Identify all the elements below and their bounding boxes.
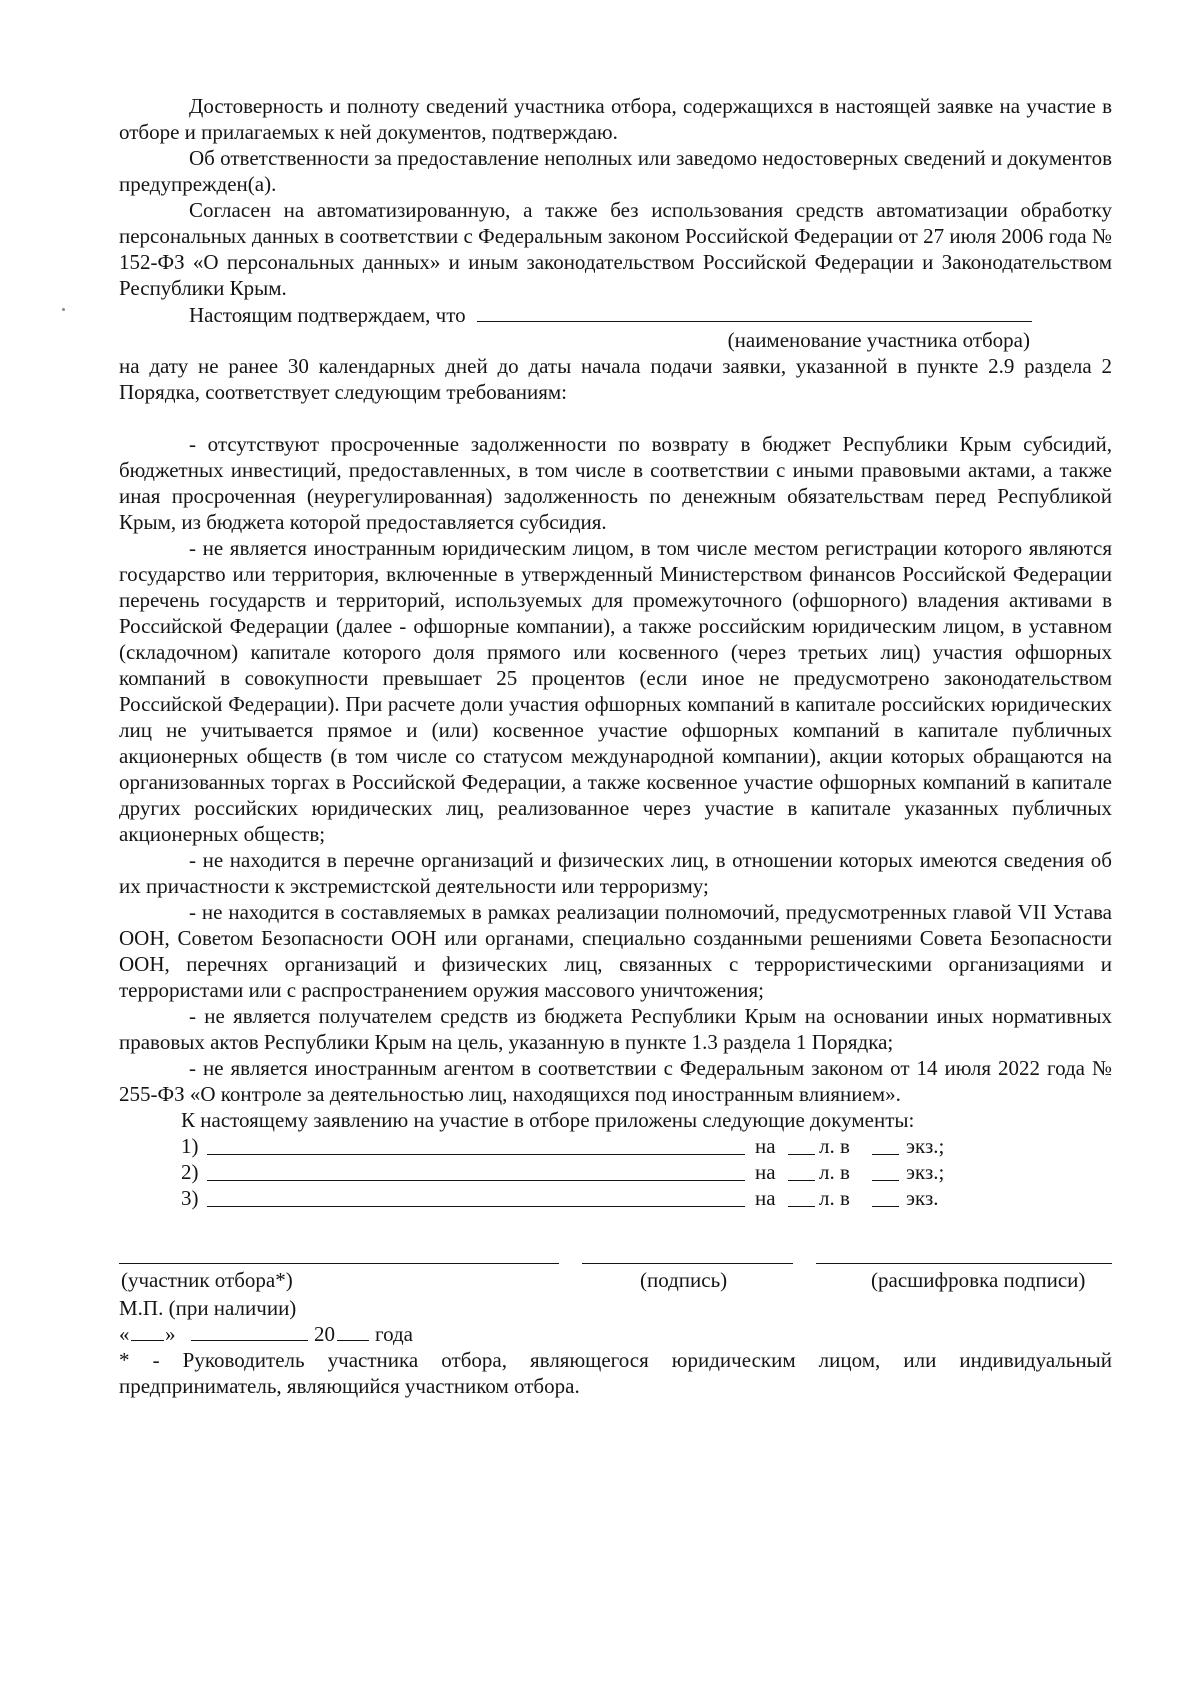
attachment-number: 1) [181,1134,199,1158]
date-row [119,1321,1112,1347]
requirement-item: - не является получателем средств из бюджета Республики Крым на основании иных нормативных правовых актов Республики Крым на цель, указанную в пункте 1.3 раздела 1 Порядка; [119,1004,1112,1054]
attachment-name-field[interactable] [207,1161,745,1181]
year-field[interactable] [337,1321,369,1341]
signature-decode-label: (расшифровка подписи) [871,1268,1086,1292]
signature-labels [119,1267,1112,1295]
requirement-item: - не является иностранным агентом в соответствии с Федеральным законом от 14 июля 2022 года № 255-ФЗ «О контроле за деятельностью лиц, находящихся под иностранным влиянием». [119,1056,1112,1106]
signature-label: (подпись) [640,1268,728,1292]
paragraph-responsibility: Об ответственности за предоставление неполных или заведомо недостоверных сведений и документов предупрежден(а). [119,146,1112,196]
stamp-row [119,1295,1112,1321]
attachment-name-field[interactable] [207,1187,745,1207]
attachment-row [119,1133,1112,1159]
signature-lines [119,1237,1112,1267]
attachment-sheets-field[interactable] [788,1161,815,1181]
attachment-number: 3) [181,1186,199,1210]
confirm-row [119,301,1112,327]
date-quote-close: » [165,1322,176,1346]
attachment-number: 2) [181,1160,199,1184]
paragraph-reliability: Достоверность и полноту сведений участника отбора, содержащихся в настоящей заявке на участие в отборе и прилагаемых к ней документов, подтверждаю. [119,94,1112,144]
participant-label: (участник отбора*) [121,1268,293,1292]
year-prefix: 20 [314,1322,335,1346]
day-field[interactable] [131,1321,164,1341]
requirement-item: - не является иностранным юридическим лицом, в том числе местом регистрации которого являются государство или территория, включенные в утвержденный Министерством финансов Российской Федерации перечень государств и территорий, используемых для промежуточного (офшорного) владения активами в Российской Федерации (далее - офшорные компании), а также российским юридическим лицом, в уставном (складочном) капитале которого доля прямого или косвенного (через третьих лиц) участия офшорных компаний в совокупности превышает 25 процентов (если иное не предусмотрено законодательством Российской Федерации). При расчете доли участия офшорных компаний в капитале российских юридических лиц не учитывается прямое и (или) косвенное участие офшорных компаний в капитале публичных акционерных обществ (в том числе со статусом международной компании), акции которых обращаются на организованных торгах в Российской Федерации, а также косвенное участие офшорных компаний в капитале других российских юридических лиц, реализованное через участие в капитале указанных публичных акционерных обществ; [119,536,1112,846]
attachment-copies-field[interactable] [872,1135,899,1155]
attachment-copies-field[interactable] [872,1187,899,1207]
date-quote-open: « [119,1322,130,1346]
month-field[interactable] [191,1321,308,1341]
confirm-lead: Настоящим подтверждаем, что [189,303,466,327]
participant-name-caption: (наименование участника отбора) [727,328,1030,352]
participant-signature-line[interactable] [119,1263,559,1264]
paragraph-personal-data-consent: Согласен на автоматизированную, а также без использования средств автоматизации обработку персональных данных в соответствии с Федеральным законом Российской Федерации от 27 июля 2006 года № 152-ФЗ «О персональных данных» и иным законодательством Российской Федерации и Законодательством Республики Крым. [119,198,1112,300]
signature-decode-line[interactable] [816,1263,1112,1264]
requirement-item: - не находится в перечне организаций и физических лиц, в отношении которых имеются сведения об их причастности к экстремистской деятельности или терроризму; [119,848,1112,898]
attachment-on-label: на [755,1160,776,1184]
attachment-sheets-label: л. в [819,1160,850,1184]
participant-name-line[interactable] [477,301,1032,322]
attachment-on-label: на [755,1134,776,1158]
requirement-item: - отсутствуют просроченные задолженности по возврату в бюджет Республики Крым субсидий, бюджетных инвестиций, предоставленных, в том числе в соответствии с иными правовыми актами, а также иная просроченная (неурегулированная) задолженность по денежным обязательствам перед Республикой Крым, из бюджета которой предоставляется субсидия. [119,432,1112,534]
confirm-continuation: на дату не ранее 30 календарных дней до даты начала подачи заявки, указанной в пункте 2.9 раздела 2 Порядка, соответствует следующим требованиям: [119,354,1112,404]
signature-line[interactable] [582,1263,793,1264]
attachment-sheets-field[interactable] [788,1135,815,1155]
scan-speck [62,308,65,311]
attachments-intro: К настоящему заявлению на участие в отборе приложены следующие документы: [181,1108,915,1132]
attachment-copies-label: экз.; [906,1160,945,1184]
attachment-copies-label: экз.; [906,1134,945,1158]
year-suffix: года [375,1322,413,1346]
attachment-copies-label: экз. [906,1186,939,1210]
attachment-sheets-field[interactable] [788,1187,815,1207]
requirement-item: - не находится в составляемых в рамках реализации полномочий, предусмотренных главой VII Устава ООН, Советом Безопасности ООН или органами, специально созданными решениями Совета Безопасности ООН, перечнях организаций и физических лиц, связанных с террористическими организациями и террористами или с распространением оружия массового уничтожения; [119,900,1112,1002]
attachment-on-label: на [755,1186,776,1210]
footnote: * - Руководитель участника отбора, являющегося юридическим лицом, или индивидуальный предприниматель, являющийся участником отбора. [119,1348,1112,1398]
document-body [119,93,1112,1399]
stamp-label: М.П. (при наличии) [119,1296,297,1320]
attachment-row [119,1185,1112,1211]
attachment-row [119,1159,1112,1185]
attachment-copies-field[interactable] [872,1161,899,1181]
attachment-name-field[interactable] [207,1135,745,1155]
attachment-sheets-label: л. в [819,1186,850,1210]
attachment-sheets-label: л. в [819,1134,850,1158]
